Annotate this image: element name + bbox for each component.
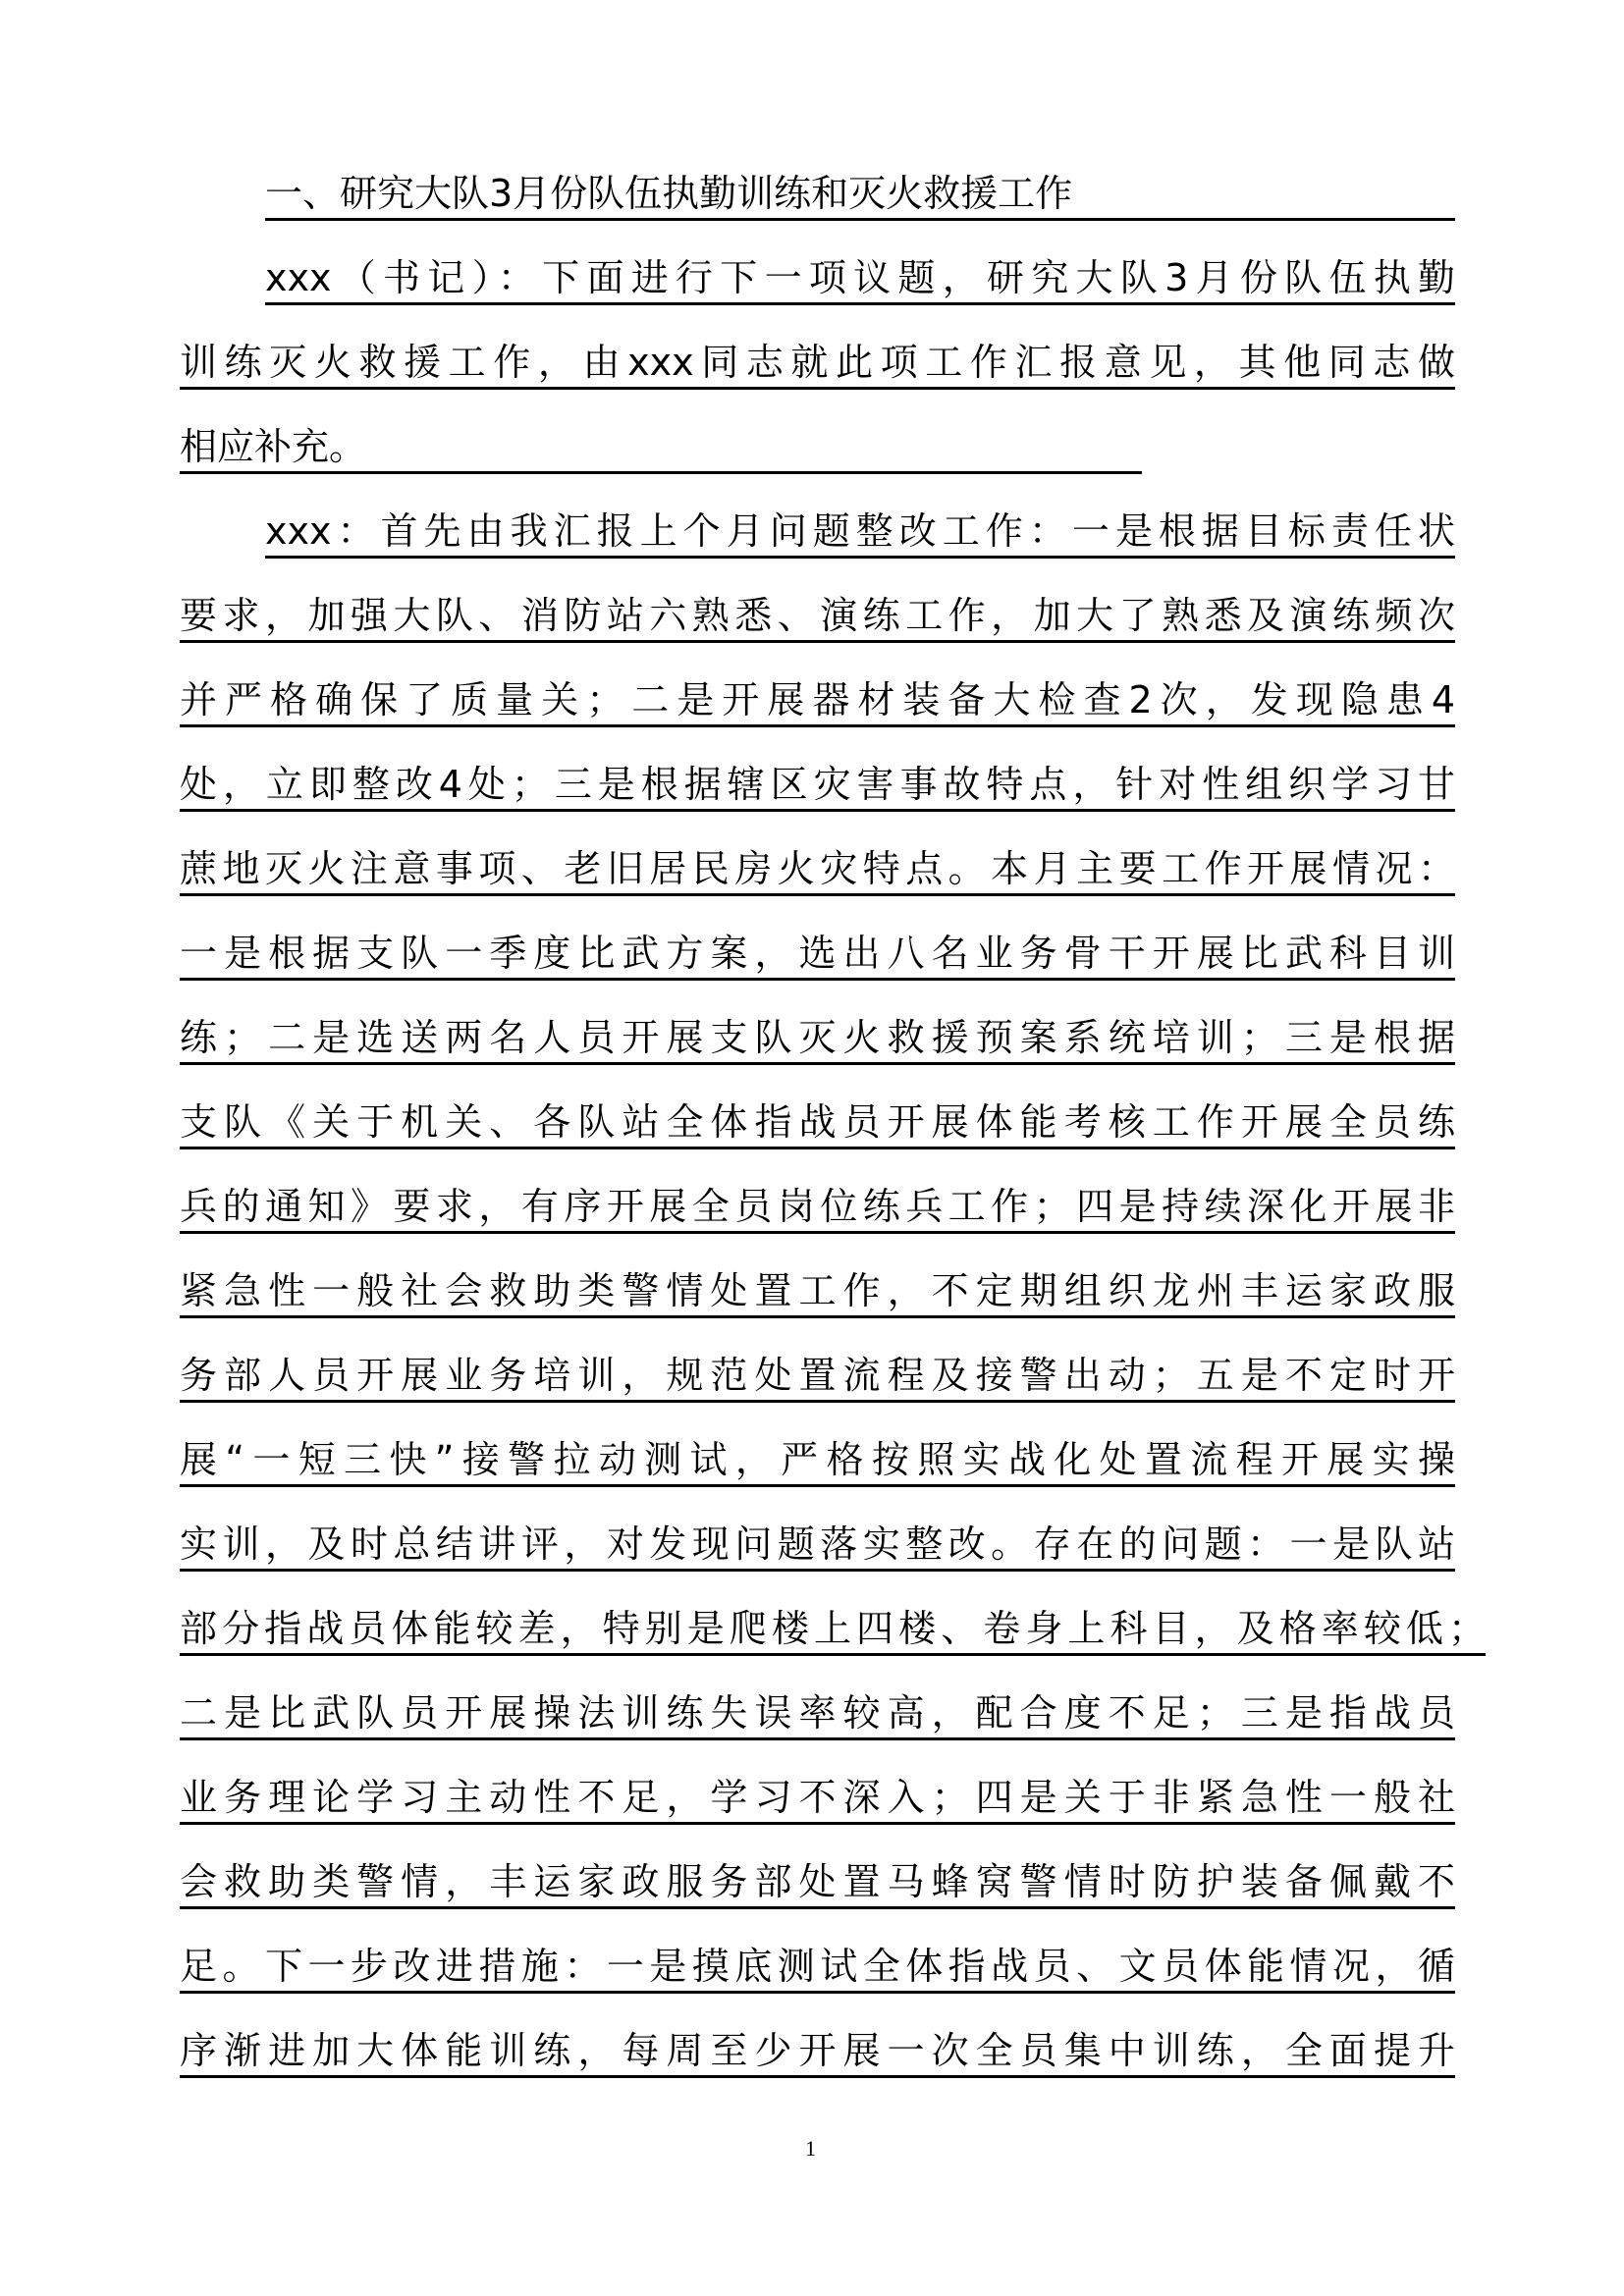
text-line: 兵的通知》要求，有序开展全员岗位练兵工作；四是持续深化开展非 <box>180 1182 1455 1234</box>
text-line: 紧急性一般社会救助类警情处置工作，不定期组织龙州丰运家政服 <box>180 1266 1455 1318</box>
text-line: 展“一短三快”接警拉动测试，严格按照实战化处置流程开展实操 <box>180 1435 1455 1487</box>
text-line: 务部人员开展业务培训，规范处置流程及接警出动；五是不定时开 <box>180 1351 1455 1403</box>
text-line: 并严格确保了质量关；二是开展器材装备大检查2次，发现隐患4 <box>180 675 1455 727</box>
page-number: 1 <box>805 2136 816 2161</box>
text-line: 业务理论学习主动性不足，学习不深入；四是关于非紧急性一般社 <box>180 1773 1455 1825</box>
text-line: 二是比武队员开展操法训练失误率较高，配合度不足；三是指战员 <box>180 1688 1455 1740</box>
text-line: 实训，及时总结讲评，对发现问题落实整改。存在的问题：一是队站 <box>180 1520 1455 1572</box>
text-line: 练；二是选送两名人员开展支队灭火救援预案系统培训；三是根据 <box>180 1013 1455 1065</box>
text-line: 足。下一步改进措施：一是摸底测试全体指战员、文员体能情况，循 <box>180 1942 1455 1994</box>
text-line: xxx（书记）：下面进行下一项议题，研究大队3月份队伍执勤 <box>265 253 1455 305</box>
text-line: 训练灭火救援工作，由xxx同志就此项工作汇报意见，其他同志做 <box>180 338 1455 390</box>
text-line: 相应补充。 <box>180 422 1142 474</box>
text-line: 处，立即整改4处；三是根据辖区灾害事故特点，针对性组织学习甘 <box>180 760 1455 812</box>
text-line: xxx：首先由我汇报上个月问题整改工作：一是根据目标责任状 <box>265 507 1455 559</box>
text-line: 会救助类警情，丰运家政服务部处置马蜂窝警情时防护装备佩戴不 <box>180 1857 1455 1909</box>
section-heading: 一、研究大队3月份队伍执勤训练和灭火救援工作 <box>265 169 1455 221</box>
text-line: 蔗地灭火注意事项、老旧居民房火灾特点。本月主要工作开展情况： <box>180 844 1455 896</box>
text-line: 支队《关于机关、各队站全体指战员开展体能考核工作开展全员练 <box>180 1097 1455 1149</box>
text-line: 要求，加强大队、消防站六熟悉、演练工作，加大了熟悉及演练频次 <box>180 591 1455 643</box>
text-line: 部分指战员体能较差，特别是爬楼上四楼、卷身上科目，及格率较低； <box>180 1604 1486 1656</box>
text-line: 序渐进加大体能训练，每周至少开展一次全员集中训练，全面提升 <box>180 2026 1455 2078</box>
text-line: 一是根据支队一季度比武方案，选出八名业务骨干开展比武科目训 <box>180 929 1455 981</box>
